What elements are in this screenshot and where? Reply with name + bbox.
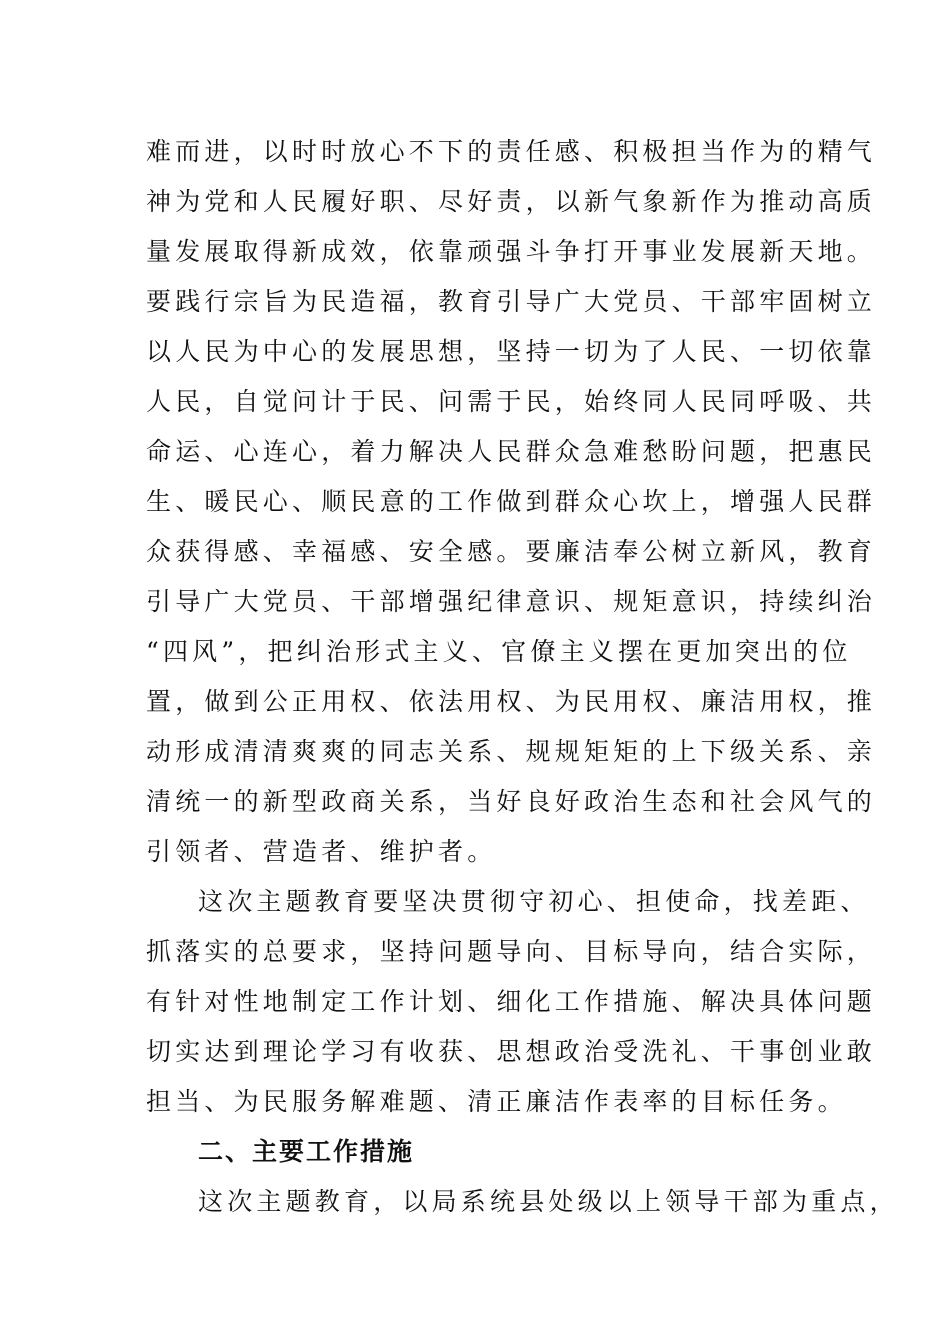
paragraph-1-line-1: 难而进，以时时放心不下的责任感、积极担当作为的精气 (146, 137, 877, 166)
paragraph-1-line-13: 动形成清清爽爽的同志关系、规规矩矩的上下级关系、亲 (146, 737, 877, 766)
paragraph-1-line-4: 要践行宗旨为民造福，教育引导广大党员、干部牢固树立 (146, 287, 877, 316)
paragraph-1-line-5: 以人民为中心的发展思想，坚持一切为了人民、一切依靠 (146, 337, 877, 366)
paragraph-1-line-7: 命运、心连心，着力解决人民群众急难愁盼问题，把惠民 (146, 437, 877, 466)
paragraph-1-line-14: 清统一的新型政商关系，当好良好政治生态和社会风气的 (146, 787, 877, 816)
paragraph-1-line-2: 神为党和人民履好职、尽好责，以新气象新作为推动高质 (146, 187, 877, 216)
paragraph-1-line-12: 置，做到公正用权、依法用权、为民用权、廉洁用权，推 (146, 687, 877, 716)
paragraph-1-line-11: “四风”，把纠治形式主义、官僚主义摆在更加突出的位 (146, 637, 852, 666)
paragraph-1-line-8: 生、暖民心、顺民意的工作做到群众心坎上，增强人民群 (146, 487, 877, 516)
paragraph-1-line-3: 量发展取得新成效，依靠顽强斗争打开事业发展新天地。 (146, 237, 877, 266)
paragraph-2-line-2: 抓落实的总要求，坚持问题导向、目标导向，结合实际， (146, 937, 877, 966)
paragraph-2-line-1: 这次主题教育要坚决贯彻守初心、担使命，找差距、 (198, 887, 870, 916)
paragraph-1-line-10: 引导广大党员、干部增强纪律意识、规矩意识，持续纠治 (146, 587, 877, 616)
paragraph-2-line-5: 担当、为民服务解难题、清正廉洁作表率的目标任务。 (146, 1087, 847, 1116)
paragraph-2-line-4: 切实达到理论学习有收获、思想政治受洗礼、干事创业敢 (146, 1037, 877, 1066)
paragraph-2-line-3: 有针对性地制定工作计划、细化工作措施、解决具体问题 (146, 987, 877, 1016)
paragraph-1-line-9: 众获得感、幸福感、安全感。要廉洁奉公树立新风，教育 (146, 537, 877, 566)
section-heading: 二、主要工作措施 (198, 1137, 415, 1166)
paragraph-1-line-15: 引领者、营造者、维护者。 (146, 837, 497, 866)
paragraph-1-line-6: 人民，自觉问计于民、问需于民，始终同人民同呼吸、共 (146, 387, 877, 416)
paragraph-3-line-1: 这次主题教育，以局系统县处级以上领导干部为重点， (198, 1187, 899, 1216)
